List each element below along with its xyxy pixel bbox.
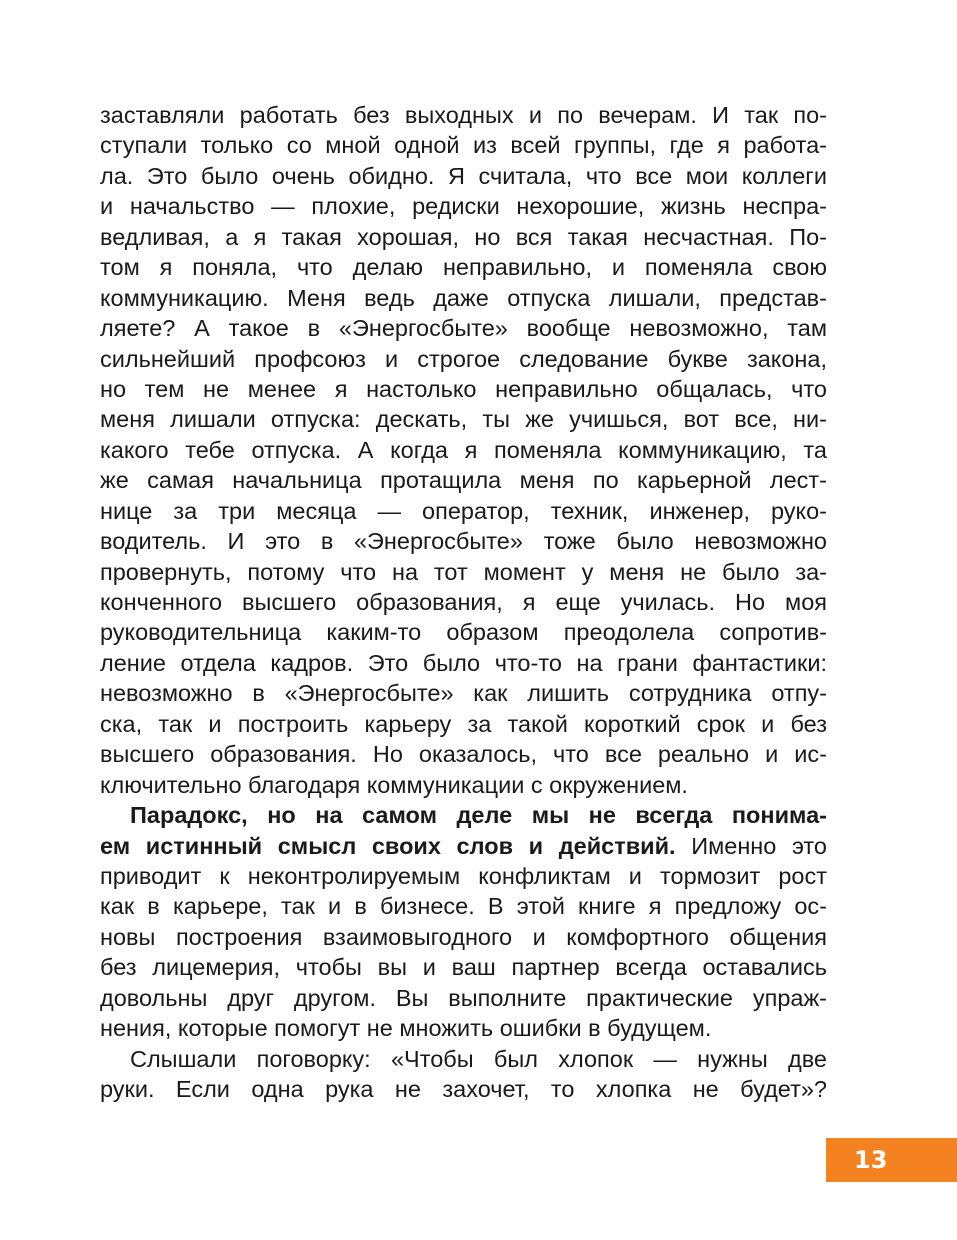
text-line — [100, 800, 827, 830]
text-line — [100, 526, 827, 556]
line-text: водитель. И это в «Энергосбыте» тоже было невозможно — [100, 528, 827, 555]
text-line — [100, 283, 827, 313]
line-text: довольны друг другом. Вы выполните практические упраж- — [100, 984, 827, 1011]
text-line — [100, 100, 827, 130]
text-line — [100, 831, 827, 861]
line-text: какого тебе отпуска. А когда я поменяла коммуникацию, та — [100, 436, 827, 463]
line-text: провернуть, потому что на тот момент у меня не было за- — [100, 558, 827, 585]
line-text: ступали только со мной одной из всей группы, где я работа- — [100, 132, 827, 159]
text-line — [100, 191, 827, 221]
text-line — [100, 1074, 827, 1104]
text-line — [100, 617, 827, 647]
line-text: ла. Это было очень обидно. Я считала, что все мои коллеги — [100, 162, 827, 189]
line-text: как в карьере, так и в бизнесе. В этой книге я предложу ос- — [100, 893, 827, 920]
text-line — [100, 313, 827, 343]
line-text: но тем не менее я настолько неправильно общалась, что — [100, 375, 827, 402]
text-line — [100, 861, 827, 891]
text-line — [100, 770, 827, 800]
text-line — [100, 709, 827, 739]
text-line — [100, 1013, 827, 1043]
line-text: новы построения взаимовыгодного и комфортного общения — [100, 923, 827, 950]
text-line — [100, 557, 827, 587]
text-line — [100, 222, 827, 252]
line-text: Именно это — [675, 832, 827, 859]
line-text: высшего образования. Но оказалось, что все реально и ис- — [100, 741, 827, 768]
body-text — [100, 100, 827, 1104]
text-line — [100, 952, 827, 982]
bold-text: ем истинный смысл своих слов и действий. — [100, 832, 676, 859]
page-number: 13 — [854, 1146, 888, 1174]
text-line — [100, 344, 827, 374]
line-text: ление отдела кадров. Это было что-то на грани фантастики: — [100, 649, 827, 676]
text-line — [100, 587, 827, 617]
text-line — [100, 404, 827, 434]
text-line — [100, 922, 827, 952]
line-text: меня лишали отпуска: дескать, ты же учишься, вот все, ни- — [100, 406, 827, 433]
line-text: том я поняла, что делаю неправильно, и поменяла свою — [100, 254, 827, 281]
line-text: и начальство — плохие, редиски нехорошие, жизнь неспра- — [100, 193, 827, 220]
line-text: ска, так и построить карьеру за такой короткий срок и без — [100, 710, 827, 737]
line-text: нения, которые помогут не множить ошибки в будущем. — [100, 1015, 712, 1042]
bold-text: Парадокс, но на самом деле мы не всегда понима- — [130, 802, 827, 829]
line-text: без лицемерия, чтобы вы и ваш партнер всегда оставались — [100, 954, 827, 981]
text-line — [100, 252, 827, 282]
line-text: невозможно в «Энергосбыте» как лишить сотрудника отпу- — [100, 680, 827, 707]
line-text: ключительно благодаря коммуникации с окружением. — [100, 771, 688, 798]
line-text: руки. Если одна рука не захочет, то хлопка не будет»? — [100, 1076, 827, 1102]
text-line — [100, 1044, 827, 1074]
text-line — [100, 739, 827, 769]
line-text: конченного высшего образования, я еще училась. Но моя — [100, 589, 827, 615]
line-text: ведливая, а я такая хорошая, но вся такая несчастная. По- — [100, 223, 827, 250]
line-text: Слышали поговорку: «Чтобы был хлопок — нужны две — [130, 1045, 827, 1072]
line-text: ляете? А такое в «Энергосбыте» вообще невозможно, там — [100, 315, 827, 342]
text-line — [100, 648, 827, 678]
text-line — [100, 983, 827, 1013]
line-text: руководительница каким-то образом преодолела сопротив- — [100, 619, 827, 646]
line-text: приводит к неконтролируемым конфликтам и тормозит рост — [100, 862, 827, 889]
line-text: нице за три месяца — оператор, техник, инженер, руко- — [100, 497, 827, 524]
text-line — [100, 161, 827, 191]
page-number-badge — [826, 1138, 957, 1182]
text-line — [100, 496, 827, 526]
text-line — [100, 374, 827, 404]
line-text: коммуникацию. Меня ведь даже отпуска лишали, представ- — [100, 284, 827, 311]
text-line — [100, 891, 827, 921]
line-text: сильнейший профсоюз и строгое следование букве закона, — [100, 345, 827, 372]
text-line — [100, 465, 827, 495]
line-text: же самая начальница протащила меня по карьерной лест- — [100, 467, 827, 494]
text-line — [100, 130, 827, 160]
text-line — [100, 678, 827, 708]
line-text: заставляли работать без выходных и по вечерам. И так по- — [100, 102, 827, 128]
text-line — [100, 435, 827, 465]
